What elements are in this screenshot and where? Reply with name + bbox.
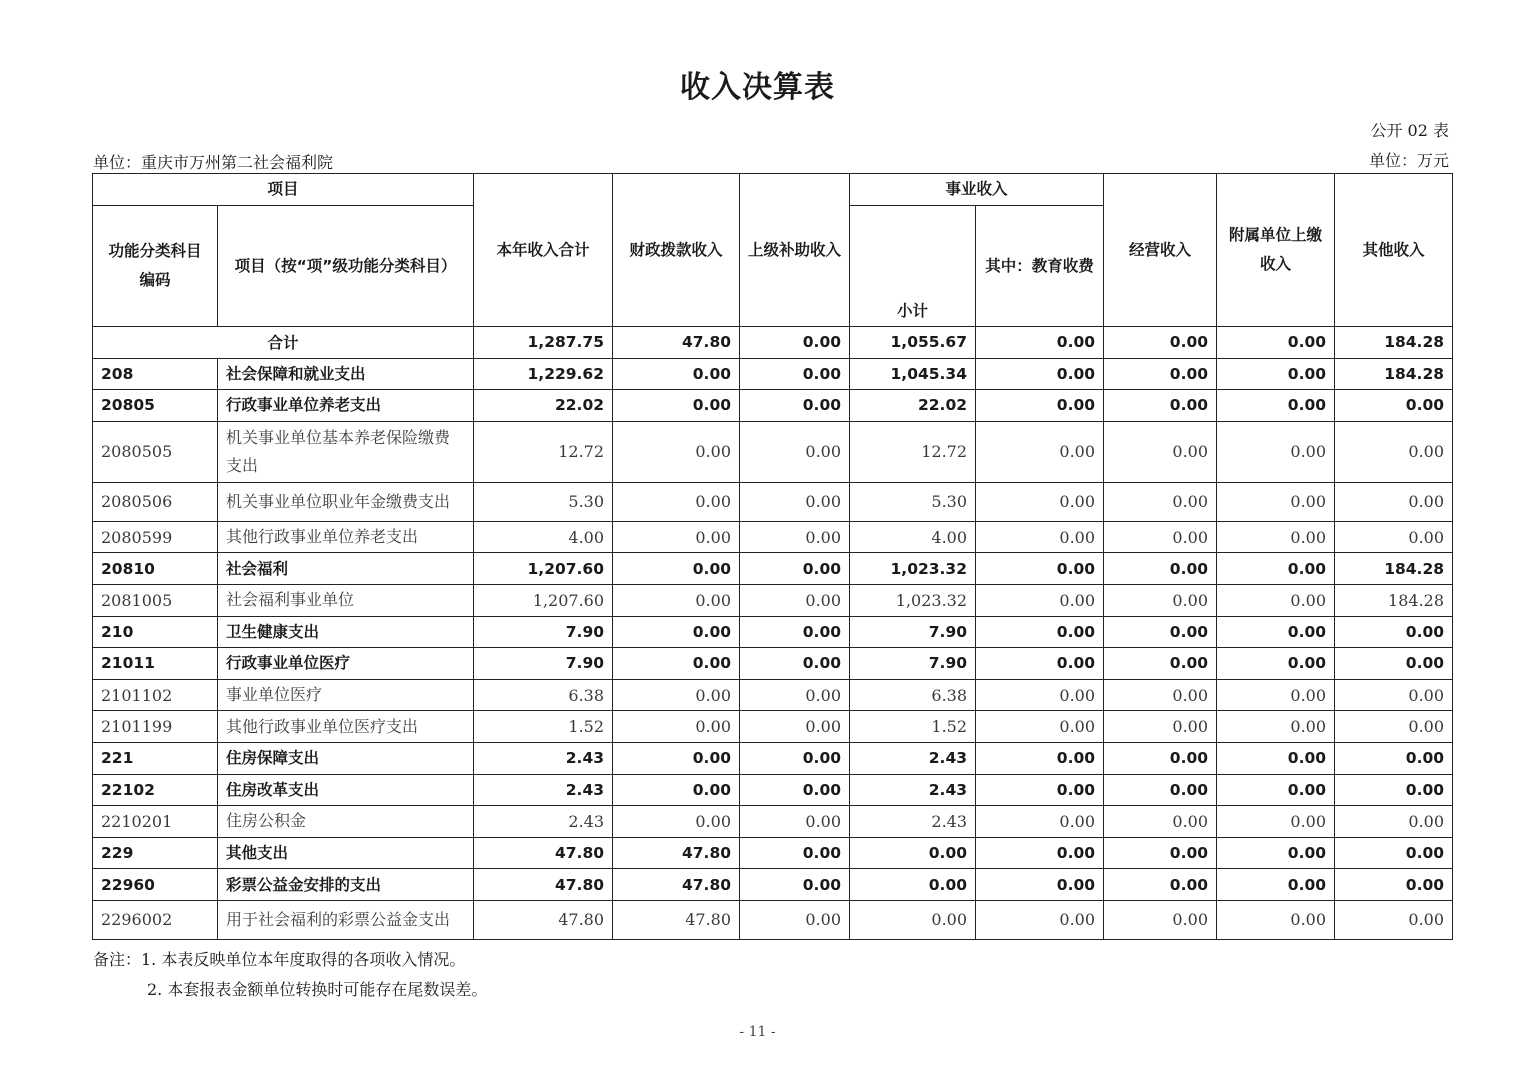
row-value: 0.00 xyxy=(1104,679,1217,711)
row-value: 0.00 xyxy=(740,711,850,743)
row-value: 0.00 xyxy=(1104,711,1217,743)
table-row xyxy=(93,648,1453,680)
row-code: 2296002 xyxy=(93,900,218,939)
row-value: 0.00 xyxy=(613,421,740,482)
row-value: 2.43 xyxy=(474,806,613,838)
unit-organization: 单位：重庆市万州第二社会福利院 xyxy=(93,153,334,172)
row-value: 0.00 xyxy=(976,711,1104,743)
table-row xyxy=(93,742,1453,774)
row-value: 47.80 xyxy=(474,869,613,901)
row-value: 0.00 xyxy=(740,837,850,869)
row-value: 0.00 xyxy=(1217,806,1335,838)
row-value: 0.00 xyxy=(1217,648,1335,680)
row-value: 0.00 xyxy=(1217,553,1335,585)
row-value: 0.00 xyxy=(1335,837,1453,869)
header-superior: 上级补助收入 xyxy=(740,174,850,327)
row-value: 0.00 xyxy=(1104,421,1217,482)
row-value: 0.00 xyxy=(976,679,1104,711)
row-value: 0.00 xyxy=(740,900,850,939)
row-value: 0.00 xyxy=(1104,648,1217,680)
row-value: 0.00 xyxy=(740,869,850,901)
row-value: 184.28 xyxy=(1335,358,1453,390)
total-label: 合计 xyxy=(93,327,474,359)
table-body xyxy=(93,327,1453,940)
row-value: 0.00 xyxy=(1104,806,1217,838)
row-value: 0.00 xyxy=(976,837,1104,869)
row-value: 0.00 xyxy=(1217,869,1335,901)
row-value: 0.00 xyxy=(1335,900,1453,939)
row-value: 0.00 xyxy=(1335,742,1453,774)
header-other: 其他收入 xyxy=(1335,174,1453,327)
row-value: 1,023.32 xyxy=(850,584,976,616)
row-value: 0.00 xyxy=(1217,584,1335,616)
row-code: 21011 xyxy=(93,648,218,680)
row-value: 0.00 xyxy=(1335,679,1453,711)
row-value: 0.00 xyxy=(850,837,976,869)
row-value: 47.80 xyxy=(613,837,740,869)
row-value: 0.00 xyxy=(1335,390,1453,422)
table-number: 公开 02 表 xyxy=(1370,121,1449,140)
row-value: 0.00 xyxy=(613,358,740,390)
row-value: 0.00 xyxy=(1217,900,1335,939)
row-value: 0.00 xyxy=(1104,553,1217,585)
row-value: 47.80 xyxy=(474,900,613,939)
row-name: 其他行政事业单位养老支出 xyxy=(218,521,474,553)
total-row xyxy=(93,327,1453,359)
row-code: 2101199 xyxy=(93,711,218,743)
row-value: 0.00 xyxy=(1104,521,1217,553)
row-value: 0.00 xyxy=(1217,521,1335,553)
row-value: 0.00 xyxy=(740,806,850,838)
row-value: 0.00 xyxy=(850,900,976,939)
table-row xyxy=(93,390,1453,422)
row-value: 1.52 xyxy=(474,711,613,743)
row-value: 0.00 xyxy=(1335,806,1453,838)
row-value: 7.90 xyxy=(474,616,613,648)
row-value: 0.00 xyxy=(1217,616,1335,648)
table-row xyxy=(93,711,1453,743)
table-row xyxy=(93,616,1453,648)
table-row xyxy=(93,553,1453,585)
row-value: 0.00 xyxy=(1217,711,1335,743)
row-value: 0.00 xyxy=(1104,774,1217,806)
row-code: 221 xyxy=(93,742,218,774)
row-name: 住房改革支出 xyxy=(218,774,474,806)
row-value: 0.00 xyxy=(976,521,1104,553)
row-name: 行政事业单位养老支出 xyxy=(218,390,474,422)
table-row xyxy=(93,679,1453,711)
row-value: 0.00 xyxy=(976,806,1104,838)
row-value: 0.00 xyxy=(1104,616,1217,648)
row-code: 20805 xyxy=(93,390,218,422)
table-row xyxy=(93,584,1453,616)
row-name: 机关事业单位职业年金缴费支出 xyxy=(218,482,474,521)
row-value: 0.00 xyxy=(1217,390,1335,422)
note-line: 2. 本套报表金额单位转换时可能存在尾数误差。 xyxy=(147,980,488,999)
row-value: 0.00 xyxy=(1104,900,1217,939)
row-value: 0.00 xyxy=(740,584,850,616)
row-value: 0.00 xyxy=(1217,742,1335,774)
row-value: 0.00 xyxy=(613,711,740,743)
row-value: 0.00 xyxy=(976,648,1104,680)
row-code: 2210201 xyxy=(93,806,218,838)
total-cell: 0.00 xyxy=(976,327,1104,359)
row-value: 0.00 xyxy=(1104,742,1217,774)
row-value: 184.28 xyxy=(1335,553,1453,585)
row-value: 0.00 xyxy=(976,774,1104,806)
row-value: 0.00 xyxy=(1104,837,1217,869)
row-value: 7.90 xyxy=(850,616,976,648)
row-code: 210 xyxy=(93,616,218,648)
row-value: 0.00 xyxy=(740,616,850,648)
total-cell: 1,055.67 xyxy=(850,327,976,359)
row-value: 0.00 xyxy=(1335,869,1453,901)
row-value: 0.00 xyxy=(740,521,850,553)
table-row xyxy=(93,837,1453,869)
row-value: 0.00 xyxy=(740,358,850,390)
table-row xyxy=(93,869,1453,901)
row-value: 0.00 xyxy=(976,553,1104,585)
row-value: 2.43 xyxy=(850,742,976,774)
row-name: 社会福利 xyxy=(218,553,474,585)
notes xyxy=(93,945,487,1005)
row-name: 用于社会福利的彩票公益金支出 xyxy=(218,900,474,939)
row-value: 0.00 xyxy=(1335,774,1453,806)
row-value: 47.80 xyxy=(474,837,613,869)
total-cell: 1,287.75 xyxy=(474,327,613,359)
row-value: 6.38 xyxy=(850,679,976,711)
header-name: 项目（按“项”级功能分类科目） xyxy=(218,206,474,327)
row-value: 0.00 xyxy=(1104,869,1217,901)
row-value: 0.00 xyxy=(740,390,850,422)
page-title: 收入决算表 xyxy=(680,70,835,105)
row-value: 0.00 xyxy=(613,482,740,521)
row-value: 0.00 xyxy=(740,482,850,521)
row-value: 1,045.34 xyxy=(850,358,976,390)
row-value: 2.43 xyxy=(474,774,613,806)
row-value: 184.28 xyxy=(1335,584,1453,616)
row-code: 208 xyxy=(93,358,218,390)
row-value: 0.00 xyxy=(1217,482,1335,521)
table-row xyxy=(93,421,1453,482)
header-code: 功能分类科目编码 xyxy=(93,206,218,327)
row-value: 0.00 xyxy=(1217,679,1335,711)
row-value: 0.00 xyxy=(976,482,1104,521)
row-value: 0.00 xyxy=(613,616,740,648)
row-value: 0.00 xyxy=(1335,616,1453,648)
row-code: 2101102 xyxy=(93,679,218,711)
row-name: 其他支出 xyxy=(218,837,474,869)
total-cell: 0.00 xyxy=(1217,327,1335,359)
table-row xyxy=(93,900,1453,939)
total-cell: 0.00 xyxy=(1104,327,1217,359)
table-row xyxy=(93,521,1453,553)
row-value: 0.00 xyxy=(976,358,1104,390)
row-value: 4.00 xyxy=(850,521,976,553)
row-value: 0.00 xyxy=(613,774,740,806)
row-name: 社会保障和就业支出 xyxy=(218,358,474,390)
header-affiliate: 附属单位上缴收入 xyxy=(1217,174,1335,327)
row-value: 22.02 xyxy=(850,390,976,422)
row-value: 7.90 xyxy=(850,648,976,680)
row-value: 0.00 xyxy=(976,869,1104,901)
row-value: 0.00 xyxy=(1104,390,1217,422)
note-line: 备注：1. 本表反映单位本年度取得的各项收入情况。 xyxy=(93,950,466,969)
row-name: 事业单位医疗 xyxy=(218,679,474,711)
row-value: 1,207.60 xyxy=(474,553,613,585)
header-edu: 其中：教育收费 xyxy=(976,206,1104,327)
header-career: 事业收入 xyxy=(850,174,1104,206)
row-value: 22.02 xyxy=(474,390,613,422)
row-code: 22960 xyxy=(93,869,218,901)
row-value: 0.00 xyxy=(1217,421,1335,482)
row-value: 0.00 xyxy=(740,679,850,711)
table-row xyxy=(93,806,1453,838)
row-value: 0.00 xyxy=(976,900,1104,939)
table-row xyxy=(93,358,1453,390)
row-value: 1,023.32 xyxy=(850,553,976,585)
page-number: - 11 - xyxy=(739,1024,776,1040)
row-value: 0.00 xyxy=(1217,837,1335,869)
row-value: 5.30 xyxy=(850,482,976,521)
row-code: 22102 xyxy=(93,774,218,806)
row-value: 0.00 xyxy=(613,584,740,616)
header-subtotal: 小计 xyxy=(850,206,976,327)
income-table xyxy=(92,173,1453,940)
row-code: 229 xyxy=(93,837,218,869)
row-value: 1,207.60 xyxy=(474,584,613,616)
header-fiscal: 财政拨款收入 xyxy=(613,174,740,327)
total-cell: 47.80 xyxy=(613,327,740,359)
row-value: 6.38 xyxy=(474,679,613,711)
row-value: 0.00 xyxy=(1335,521,1453,553)
row-value: 7.90 xyxy=(474,648,613,680)
table-row xyxy=(93,482,1453,521)
row-value: 0.00 xyxy=(740,742,850,774)
row-value: 0.00 xyxy=(740,648,850,680)
row-value: 47.80 xyxy=(613,900,740,939)
row-value: 0.00 xyxy=(1104,482,1217,521)
row-value: 12.72 xyxy=(474,421,613,482)
row-value: 1,229.62 xyxy=(474,358,613,390)
header-total: 本年收入合计 xyxy=(474,174,613,327)
row-value: 0.00 xyxy=(976,390,1104,422)
row-name: 住房保障支出 xyxy=(218,742,474,774)
row-value: 2.43 xyxy=(850,806,976,838)
row-name: 行政事业单位医疗 xyxy=(218,648,474,680)
header-project: 项目 xyxy=(93,174,474,206)
row-value: 0.00 xyxy=(1335,648,1453,680)
total-cell: 0.00 xyxy=(740,327,850,359)
row-value: 1.52 xyxy=(850,711,976,743)
table-row xyxy=(93,774,1453,806)
unit-currency: 单位：万元 xyxy=(1368,151,1449,170)
total-cell: 184.28 xyxy=(1335,327,1453,359)
row-value: 0.00 xyxy=(1104,584,1217,616)
row-value: 2.43 xyxy=(850,774,976,806)
row-value: 0.00 xyxy=(976,421,1104,482)
header-operating: 经营收入 xyxy=(1104,174,1217,327)
row-name: 住房公积金 xyxy=(218,806,474,838)
row-name: 社会福利事业单位 xyxy=(218,584,474,616)
row-value: 0.00 xyxy=(1335,711,1453,743)
row-code: 20810 xyxy=(93,553,218,585)
row-value: 2.43 xyxy=(474,742,613,774)
row-value: 4.00 xyxy=(474,521,613,553)
row-name: 机关事业单位基本养老保险缴费支出 xyxy=(218,421,474,482)
row-code: 2080505 xyxy=(93,421,218,482)
row-name: 彩票公益金安排的支出 xyxy=(218,869,474,901)
row-value: 0.00 xyxy=(740,553,850,585)
row-value: 0.00 xyxy=(740,421,850,482)
row-name: 其他行政事业单位医疗支出 xyxy=(218,711,474,743)
row-value: 0.00 xyxy=(613,553,740,585)
row-value: 0.00 xyxy=(976,742,1104,774)
row-value: 0.00 xyxy=(1104,358,1217,390)
row-value: 0.00 xyxy=(850,869,976,901)
row-value: 47.80 xyxy=(613,869,740,901)
row-value: 0.00 xyxy=(1217,358,1335,390)
row-value: 0.00 xyxy=(740,774,850,806)
row-value: 0.00 xyxy=(976,616,1104,648)
row-value: 0.00 xyxy=(613,742,740,774)
row-value: 0.00 xyxy=(613,390,740,422)
row-value: 0.00 xyxy=(613,521,740,553)
row-value: 0.00 xyxy=(976,584,1104,616)
row-code: 2081005 xyxy=(93,584,218,616)
row-value: 0.00 xyxy=(613,806,740,838)
row-code: 2080506 xyxy=(93,482,218,521)
row-value: 0.00 xyxy=(1217,774,1335,806)
row-code: 2080599 xyxy=(93,521,218,553)
row-value: 0.00 xyxy=(1335,421,1453,482)
row-value: 0.00 xyxy=(613,648,740,680)
row-value: 0.00 xyxy=(1335,482,1453,521)
row-value: 12.72 xyxy=(850,421,976,482)
row-name: 卫生健康支出 xyxy=(218,616,474,648)
row-value: 0.00 xyxy=(613,679,740,711)
row-value: 5.30 xyxy=(474,482,613,521)
